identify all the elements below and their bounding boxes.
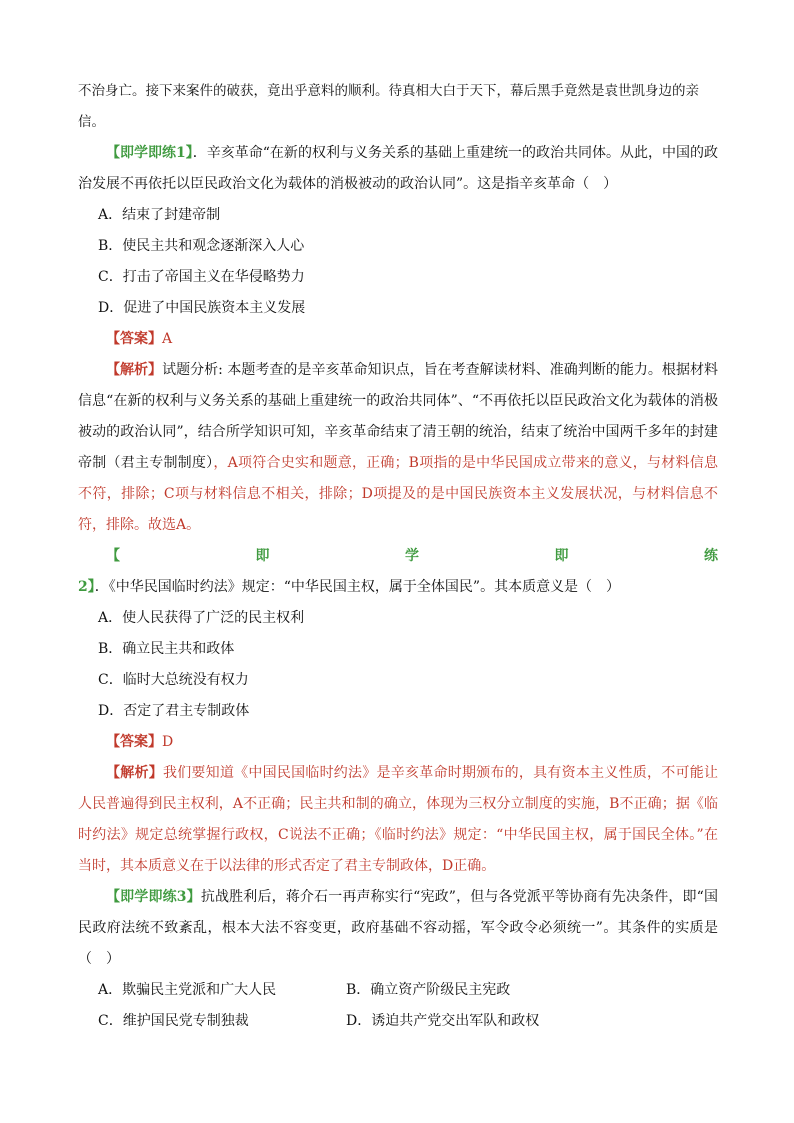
question-3-option-b: B．确立资产阶级民主宪政 [346, 982, 511, 998]
question-1-tag: 【即学即练1】 [106, 145, 193, 161]
document-page [78, 76, 718, 1037]
question-1-option-a: A．结束了封建帝制 [98, 207, 221, 223]
intro-paragraph [78, 76, 718, 138]
answer-label: 【答案】 [106, 331, 162, 347]
question-2-analysis [78, 758, 718, 882]
question-3-text: 抗战胜利后，蒋介石一再声称实行“宪政”，但与各党派平等协商有先决条件，即“国民政府法统不致紊乱，根本大法不容变更，政府基础不容动摇，军令政令必须统一”。其条件的实质是（ ） [78, 889, 718, 967]
question-2-text: ．《中华民国临时约法》规定：“中华民国主权，属于全体国民”。其本质意义是（ ） [94, 579, 621, 595]
question-3-tag: 【即学即练3】 [106, 889, 201, 905]
question-1-analysis [78, 355, 718, 541]
intro-line-2: 信。 [78, 114, 105, 130]
analysis-text-a: 试题分析: 本题考查的是辛亥革命知识点，旨在考查解读材料、准确判断的能力。根据材料信息“在新的权利与义务关系的基础上重建统一的政治共同体”、“不再依托以臣民政治文化为载体的消极被动的政治认同”，结合所学知识可知，辛亥革命结束了清王朝的统治，结束了统治中国两千多年的封建帝制（君主专制制度） [78, 362, 718, 471]
question-3-stem [78, 882, 718, 975]
question-1-stem [78, 138, 718, 200]
question-2-answer [78, 727, 718, 758]
question-1-option-b: B．使民主共和观念逐渐深入人心 [98, 238, 305, 254]
analysis-label: 【解析】 [106, 362, 163, 378]
question-1-option-c: C．打击了帝国主义在华侵略势力 [98, 269, 305, 285]
question-3-option-d: D．诱迫共产党交出军队和政权 [346, 1013, 540, 1029]
answer-value: A [162, 331, 173, 347]
question-2-option-c: C．临时大总统没有权力 [98, 672, 249, 688]
question-1-text: ．辛亥革命“在新的权利与义务关系的基础上重建统一的政治共同体。从此，中国的政治发展不再依托以臣民政治文化为载体的消极被动的政治认同”。这是指辛亥革命（ ） [78, 145, 718, 192]
answer-value: D [162, 734, 174, 750]
question-1-option-d: D．促进了中国民族资本主义发展 [98, 300, 306, 316]
question-3-option-a: A．欺骗民主党派和广大人民 [98, 982, 277, 998]
question-1-answer [78, 324, 718, 355]
question-3-options-row-2 [98, 1006, 718, 1037]
analysis-text: 我们要知道《中国民国临时约法》是辛亥革命时期颁布的，具有资本主义性质，不可能让人民普遍得到民主权利，A不正确；民主共和制的确立，体现为三权分立制度的实施，B不正确；据《临时约法》规定总统掌握行政权，C说法不正确；《临时约法》规定：“中华民国主权，属于国民全体。”在当时，其本质意义在于以法律的形式否定了君主专制政体，D正确。 [78, 765, 718, 874]
intro-line-1: 不治身亡。接下来案件的破获，竟出乎意料的顺利。待真相大白于天下，幕后黑手竟然是袁世凯身边的亲 [78, 83, 699, 99]
question-3-options-row-1 [98, 975, 718, 1006]
question-2-option-a: A．使人民获得了广泛的民主权利 [98, 610, 305, 626]
analysis-text-b: ，A项符合史实和题意，正确；B项指的是中华民国成立带来的意义，与材料信息不符，排除；C项与材料信息不相关，排除；D项提及的是中国民族资本主义发展状况，与材料信息不符，排除。故选A。 [78, 455, 719, 533]
question-2-stem [78, 541, 718, 603]
question-2-option-d: D．否定了君主专制政体 [98, 703, 250, 719]
question-2-tag: 【即学即练2】 [78, 548, 718, 595]
analysis-label: 【解析】 [106, 765, 163, 781]
question-3-option-c: C．维护国民党专制独裁 [98, 1013, 249, 1029]
answer-label: 【答案】 [106, 734, 162, 750]
question-2-option-b: B．确立民主共和政体 [98, 641, 235, 657]
